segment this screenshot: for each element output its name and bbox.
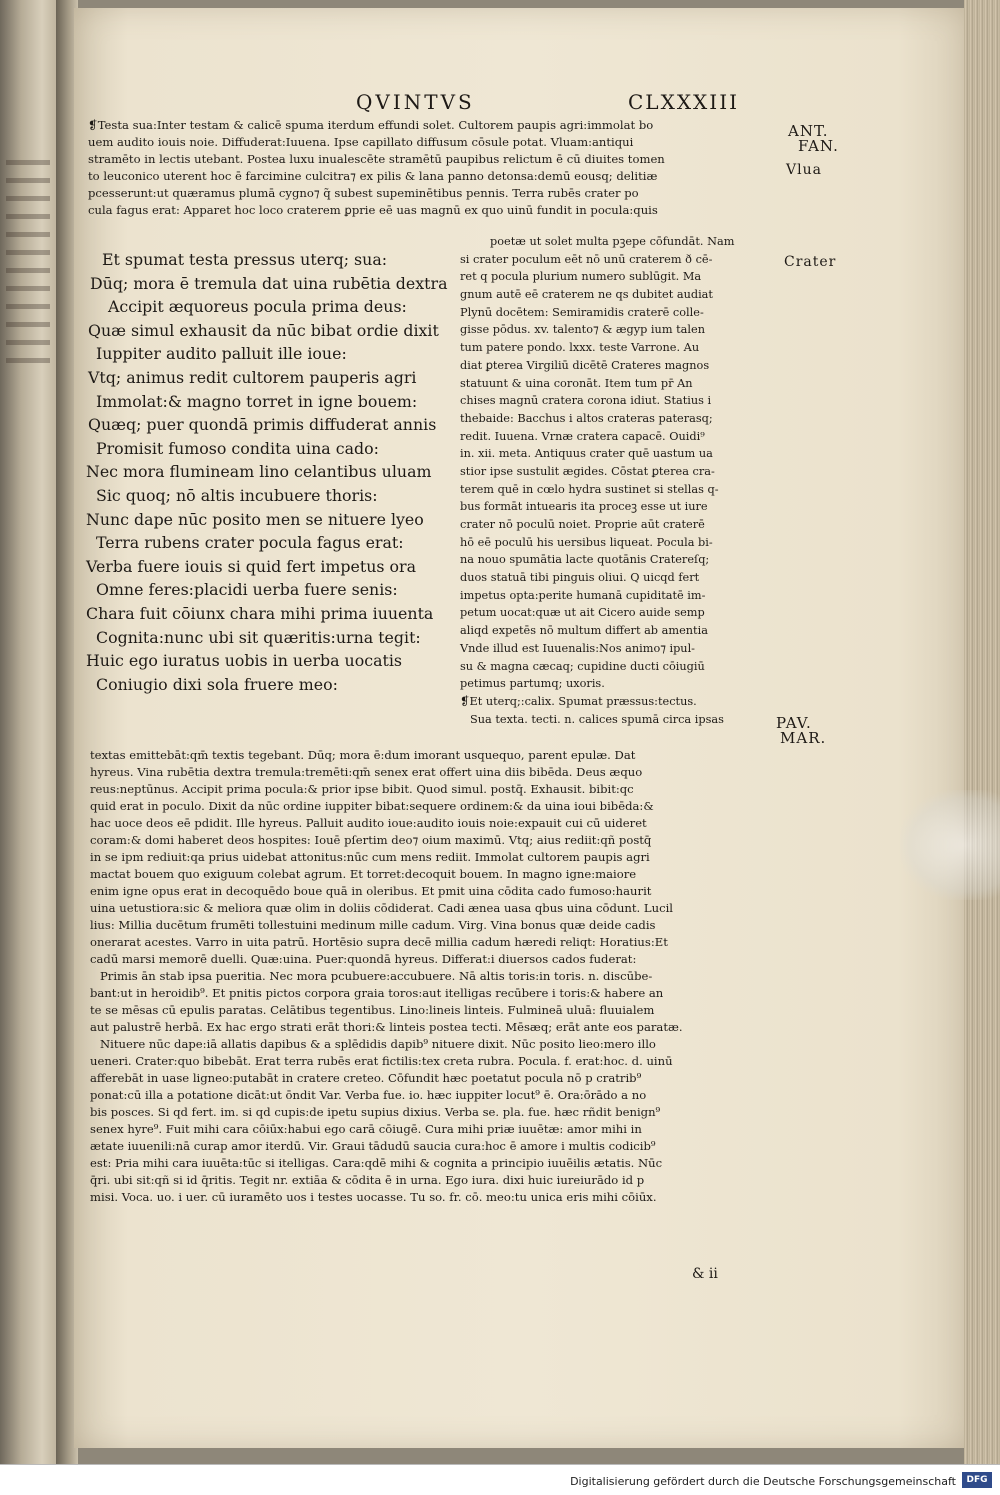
margin-note-crater: Crater — [784, 254, 837, 270]
clip-marker — [900, 790, 1000, 900]
funding-credit: Digitalisierung gefördert durch die Deutsche Forschungsgemeinschaft — [570, 1475, 956, 1488]
running-head-folio: CLXXXIII — [628, 90, 739, 114]
footer-bar — [0, 1464, 1000, 1495]
commentary-column — [460, 236, 780, 731]
text-line: misi. Voca. uo. i uer. cū iuramēto uos i testes uocasse. Tu so. fr. cō. meo:tu unica eris mihi cōiūx. — [90, 1190, 657, 1204]
text-line: redit. Iuuena. Vrnæ cratera capacē. Ouidi⁹ — [460, 429, 705, 443]
text-line: afferebāt in uase ligneo:putabāt in cratere creteo. Cōfundit hæc poetatut pocula nō p cratrib⁹ — [90, 1071, 642, 1085]
text-line: onerarat acestes. Varro in uita patrū. Hortēsio supra decē millia cadum hæredi reliqt: Horatius:Et — [90, 935, 668, 949]
text-line: reus:neptūnus. Accipit prima pocula:& prior ipse bibit. Quod simul. postq̄. Exhausit. bibit:qc — [90, 782, 634, 796]
text-line: ❡Testa sua:Inter testam & calicē spuma iterdum effundi solet. Cultorem paupis agri:immolat bo — [88, 118, 654, 132]
text-line: crater nō poculū noiet. Proprie aūt craterē — [460, 518, 705, 531]
verse-line: Huic ego iuratus uobis in uerba uocatis — [86, 651, 403, 671]
text-line: gnum autē eē craterem ne qs dubitet audiat — [460, 288, 713, 302]
text-line: stramēto in lectis utebant. Postea luxu inualescēte stramētū paupibus relictum ē cū diuites tomen — [88, 152, 665, 166]
text-line: te se mēsas cū epulis paratas. Celātibus tegentibus. Lino:lineis linteis. Fulmineā uluā: fluuialem — [90, 1003, 655, 1017]
previous-page-edge — [0, 0, 60, 1464]
text-line: in. xii. meta. Antiquus crater quē uastum ua — [460, 447, 713, 461]
verse-line: Coniugio dixi sola fruere meo: — [96, 674, 338, 694]
text-line: su & magna cæcaq; cupidine ducti cōiugiū — [460, 659, 705, 673]
text-line: Vnde illud est Iuuenalis:Nos animo⁊ ipul- — [460, 641, 696, 655]
text-line: Plynū docētem: Semiramidis craterē colle- — [460, 305, 704, 319]
text-line: ret q pocula plurium numero sublūgit. Ma — [460, 270, 702, 284]
verse-line: Sic quoq; nō altis incubuere thoris: — [96, 485, 378, 505]
text-line: Nituere nūc dape:iā allatis dapibus & a splēdidis dapib⁹ nituere dixit. Nūc posito lieo:mero illo — [100, 1037, 656, 1051]
margin-note-line: PAV. — [776, 714, 812, 732]
text-line: aliqd expetēs nō multum differt ab amentia — [460, 624, 708, 638]
text-line: si crater poculum eēt nō unū craterem ð cē- — [460, 252, 713, 266]
text-line: hō eē poculū his uersibus liqueat. Pocula bi- — [460, 535, 713, 549]
text-line: est: Pria mihi cara iuuēta:tūc si itelligas. Cara:qdē mihi & cognita a principio iuuēilis ætatis. Nūc — [90, 1156, 663, 1170]
text-line: textas emittebāt:qm̄ textis tegebant. Dūq; mora ē:dum imorant usquequo, parent epulæ. Dat — [90, 748, 636, 762]
text-line: stior ipse sustulit ægides. Cōstat ꝑterea cra- — [460, 464, 715, 478]
dfg-logo: DFG — [962, 1472, 992, 1488]
text-line: in se ipm rediuit:qa prius uidebat attonitus:nūc cum mens rediit. Immolat cultorem paupis agri — [90, 850, 650, 864]
text-line: pcesserunt:ut quæramus plumā cygno⁊ q̃ subest supeminētibus pennis. Terra rubēs crater po — [88, 186, 639, 200]
text-line: ponat:cū illa a potatione dicāt:ut ōndit Var. Verba fue. io. hæc iuppiter locut⁹ ē. Ora:ōrādo a no — [90, 1088, 647, 1102]
verse-line: Quæq; puer quondā primis diffuderat annis — [88, 415, 437, 435]
margin-note-line: FAN. — [798, 137, 839, 155]
text-line: tum patere pondo. lxxx. teste Varrone. Au — [460, 341, 700, 355]
text-line: terem quē in cœlo hydra sustinet si stellas q- — [460, 482, 719, 496]
text-line: aut palustrē herbā. Ex hac ergo strati erāt thori:& linteis postea tecti. Mēsæq; erāt ante eos paratæ. — [90, 1020, 683, 1034]
text-line: mactat bouem quo exiguum colebat agrum. Et torret:decoquit bouem. In magno igne:maiore — [90, 867, 637, 881]
text-line: impetus opta:perite humanā cupiditatē im- — [460, 588, 706, 602]
verse-text — [84, 252, 464, 700]
verse-line: Vtq; animus redit cultorem pauperis agri — [88, 367, 417, 387]
verse-line: Verba fuere iouis si quid fert impetus ora — [86, 556, 417, 576]
verse-line: Iuppiter audito palluit ille ioue: — [96, 344, 347, 364]
text-line: Primis ān stab ipsa pueritia. Nec mora pcubuere:accubuere. Nā altis toris:in toris. n. discūbe- — [100, 969, 653, 983]
text-line: petimus partumq; uxoris. — [460, 677, 605, 691]
verse-line: Terra rubens crater pocula fagus erat: — [96, 533, 404, 553]
text-line: thebaide: Bacchus i altos crateras paterasq; — [460, 411, 713, 425]
text-line: quid erat in poculo. Dixit da nūc ordine iuppiter bibat:sequere ordinem:& da uina ioui bibēda:& — [90, 799, 654, 813]
text-line: Sua texta. tecti. n. calices spumā circa ipsas — [470, 712, 724, 726]
text-line: bus formāt intuearis ita proceꝫ esse ut iure — [460, 500, 708, 514]
verse-line: Chara fuit cōiunx chara mihi prima iuuenta — [86, 603, 434, 623]
margin-note-vlua: Vlua — [786, 162, 822, 178]
verse-line: Promisit fumoso condita uina cado: — [96, 438, 379, 458]
text-line: q̄ri. ubi sit:qñ si id q̄ritis. Tegit nr. extiāa & cōdita ē in urna. Ego iura. dixi huic iureiurādo id p — [90, 1173, 645, 1187]
verse-line: Et spumat testa pressus uterq; sua: — [102, 250, 388, 269]
margin-note-pav-mar — [776, 716, 826, 746]
verse-line: Dūq; mora ē tremula dat uina rubētia dextra — [90, 273, 448, 293]
text-line: diat ꝑterea Virgiliū dicētē Crateres magnos — [460, 358, 710, 372]
text-line: bant:ut in heroidib⁹. Et pnitis pictos corpora graia toros:aut itelligas recūbere i toris:& habere an — [90, 986, 664, 1000]
verse-line: Accipit æquoreus pocula prima deus: — [108, 297, 407, 317]
text-line: bis posces. Si qd fert. im. si qd cupis:de ipetu supius dixius. Verba se. pla. fue. hæc rñdit benign⁹ — [90, 1105, 661, 1119]
text-line: gisse pōdus. xv. talento⁊ & ægyp ium talen — [460, 323, 705, 337]
text-line: cula fagus erat: Apparet hoc loco craterem ꝑprie eē uas magnū ex quo uinū fundit in pocula:quis — [88, 203, 658, 217]
verse-line: Immolat:& magno torret in igne bouem: — [96, 391, 418, 411]
text-line: poetæ ut solet multa pꝫepe cōfundāt. Nam — [490, 235, 735, 248]
verse-line: Quæ simul exhausit da nūc bibat ordie dixit — [88, 320, 439, 340]
signature-mark: & ii — [692, 1266, 718, 1282]
page-stack-edges — [964, 0, 1000, 1464]
text-line: to leuconico uterent hoc ē farcimine culcitra⁊ ex pilis & lana panno detonsa:demū eousq; delitiæ — [88, 169, 658, 183]
text-line: lius: Millia ducētum frumēti tollestuini medinum mille cadum. Virg. Vina bonus quæ deide cadis — [90, 918, 656, 932]
verse-line: Nunc dape nūc posito men se nituere lyeo — [86, 509, 424, 529]
text-line: ætate iuuenili:nā curap amor iterdū. Vir. Graui tādudū saucia cura:hoc ē amore i multis codicib⁹ — [90, 1139, 656, 1153]
verse-line: Nec mora flumineam lino celantibus uluam — [86, 462, 432, 482]
commentary-bottom — [90, 750, 790, 1209]
text-line: petum uocat:quæ ut ait Cicero auide semp — [460, 606, 705, 620]
text-line: chises magnū cratera corona idiut. Statius i — [460, 394, 712, 408]
text-line: duos statuā tibi pinguis oliui. Q uicqd fert — [460, 571, 700, 585]
commentary-top — [88, 120, 778, 222]
text-line: hac uoce deos eē pdidit. Ille hyreus. Palluit audito ioue:audito iouis noie:expauit cui cū uideret — [90, 816, 647, 830]
text-line: cadū marsi memorē duelli. Quæ:uina. Puer:quondā hyreus. Differat:i diuersos cados fuderat: — [90, 952, 637, 966]
verse-line: Cognita:nunc ubi sit quæritis:urna tegit: — [96, 627, 421, 647]
text-line: uem audito iouis noie. Diffuderat:Iuuena. Ipse capillato diffusum cōsule potat. Vluam:antiqui — [88, 135, 634, 149]
text-line: hyreus. Vina rubētia dextra tremula:tremēti:qm̄ senex erat offert uina diis bibēda. Deus æquo — [90, 765, 643, 779]
verse-line: Omne feres:placidi uerba fuere senis: — [96, 580, 398, 600]
text-line: ueneri. Crater:quo bibebāt. Erat terra rubēs erat fictilis:tex creta rubra. Pocula. f. erat:hoc. d. uinū — [90, 1054, 673, 1068]
margin-note-line: ANT. — [788, 122, 829, 140]
text-line: senex hyre⁹. Fuit mihi cara cōiūx:habui ego carā cōiugē. Cura mihi priæ iuuētæ: amor mihi in — [90, 1122, 642, 1136]
text-line: uina uetustiora:sic & meliora quæ olim in doliis cōdiderat. Cadi ænea uasa qbus uina cōdunt. Lucil — [90, 901, 673, 915]
margin-note-line: MAR. — [780, 729, 827, 747]
text-line: enim igne opus erat in decoquēdo boue quā in oleribus. Et pmit uina cōdita cado fumoso:haurit — [90, 884, 652, 898]
margin-note-ant-fan — [788, 124, 839, 154]
text-line: ❡Et uterq;:calix. Spumat præssus:tectus. — [460, 694, 697, 708]
text-line: coram:& domi haberet deos hospites: Iouē pſertim deo⁊ oium maximū. Vtq; aius rediit:qñ postq̄ — [90, 833, 652, 847]
running-head-title: QVINTVS — [356, 90, 475, 114]
text-line: statuunt & uina coronāt. Item tum pr̄ An — [460, 376, 693, 390]
text-line: na nouo spumātia lacte quotānis Cratereſq; — [460, 553, 710, 567]
